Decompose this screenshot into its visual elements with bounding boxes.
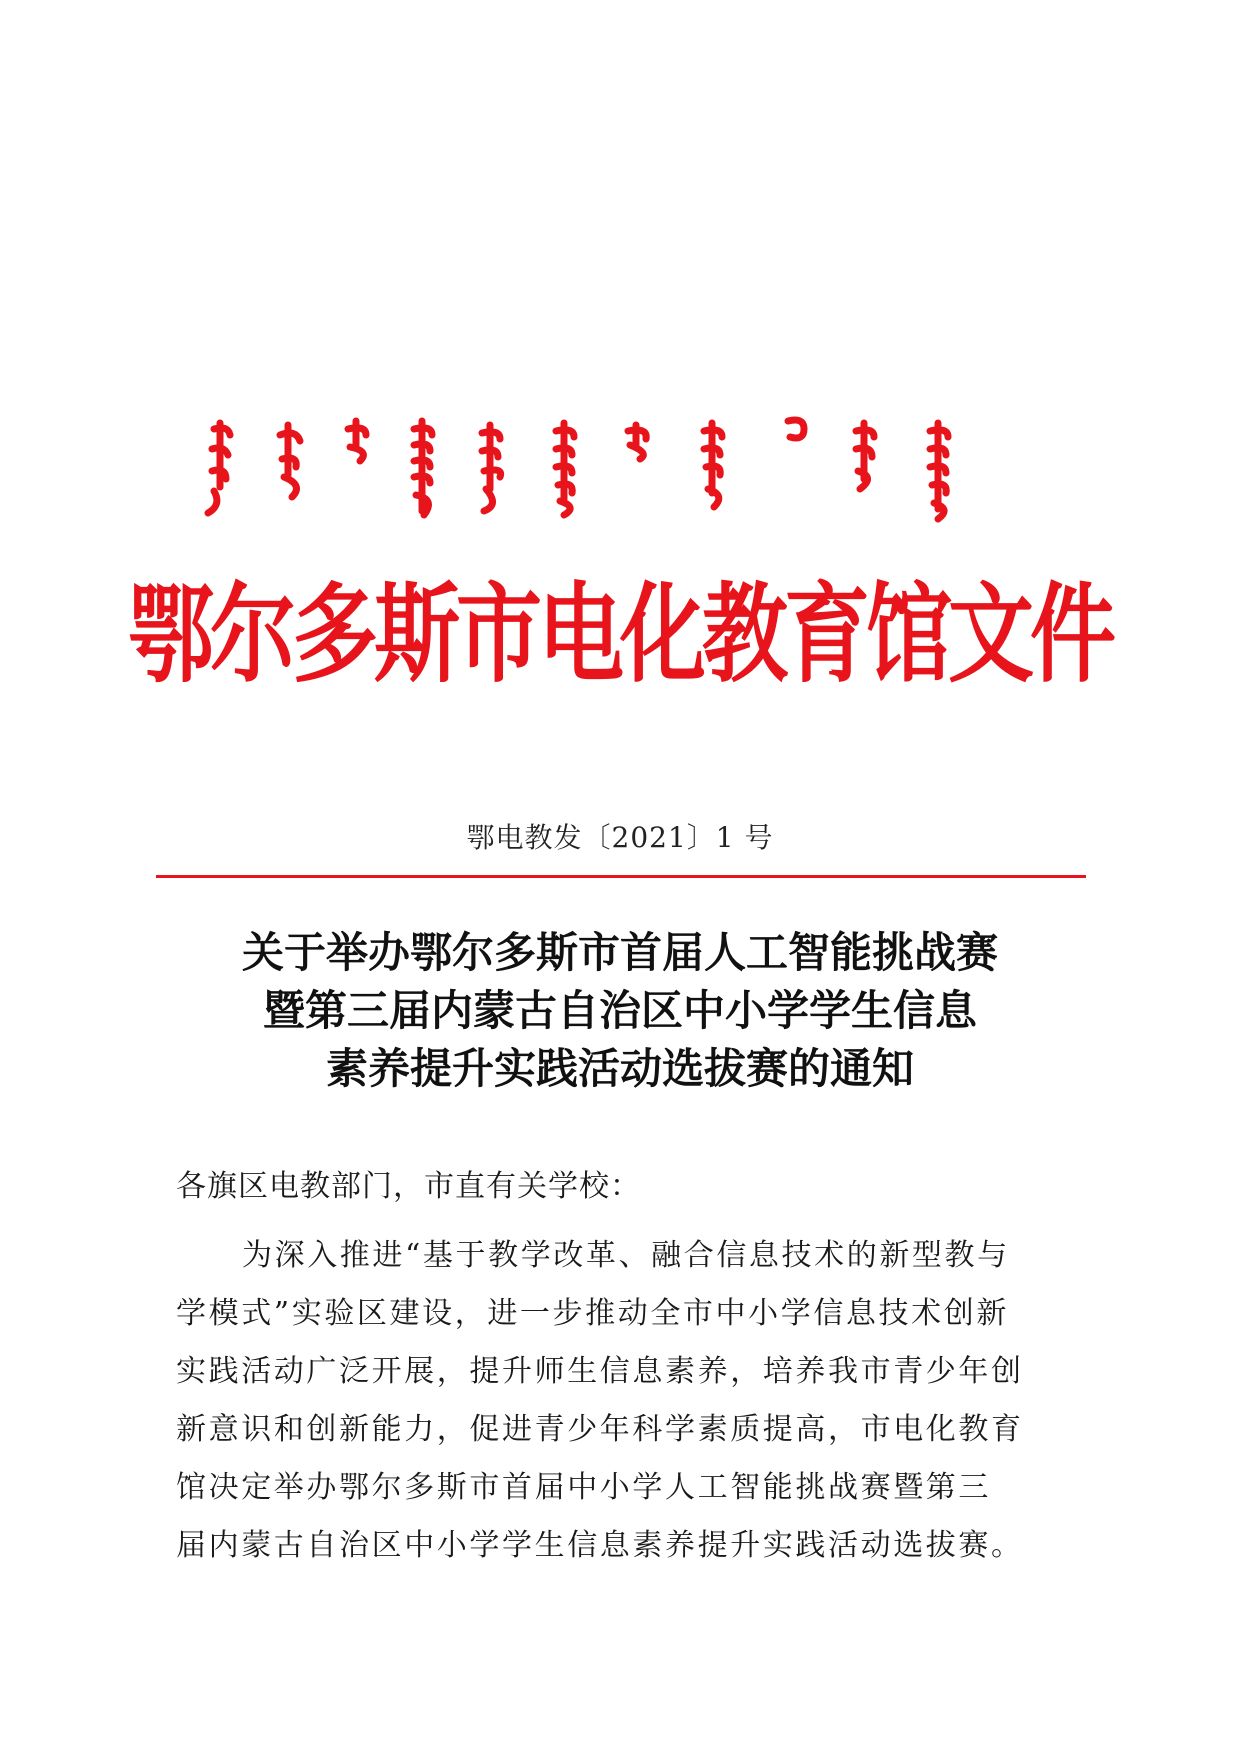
body-line: 学模式”实验区建设，进一步推动全市中小学信息技术创新 xyxy=(176,1296,1009,1331)
body-line: 馆决定举办鄂尔多斯市首届中小学人工智能挑战赛暨第三 xyxy=(176,1470,991,1505)
notice-title xyxy=(0,924,1240,1098)
notice-title-line: 关于举办鄂尔多斯市首届人工智能挑战赛 xyxy=(241,928,998,977)
notice-title-line: 暨第三届内蒙古自治区中小学学生信息 xyxy=(262,986,977,1035)
addressee-line: 各旗区电教部门，市直有关学校： xyxy=(176,1169,641,1204)
body-line: 新意识和创新能力，促进青少年科学素质提高，市电化教育 xyxy=(176,1412,1024,1447)
mongolian-script-header xyxy=(200,415,1040,525)
body-line: 届内蒙古自治区中小学学生信息素养提升实践活动选拔赛。 xyxy=(176,1528,1024,1563)
document-number: 鄂电教发〔2021〕1 号 xyxy=(466,821,774,854)
notice-title-line: 素养提升实践活动选拔赛的通知 xyxy=(325,1044,914,1093)
red-divider-line xyxy=(156,875,1086,878)
body-line: 为深入推进“基于教学改革、融合信息技术的新型教与 xyxy=(242,1238,1010,1273)
mongolian-script-logo xyxy=(200,415,1040,525)
red-header-title: 鄂尔多斯市电化教育馆文件 xyxy=(128,572,1112,698)
body-paragraph xyxy=(176,1227,1056,1575)
body-line: 实践活动广泛开展，提升师生信息素养，培养我市青少年创 xyxy=(176,1354,1024,1389)
